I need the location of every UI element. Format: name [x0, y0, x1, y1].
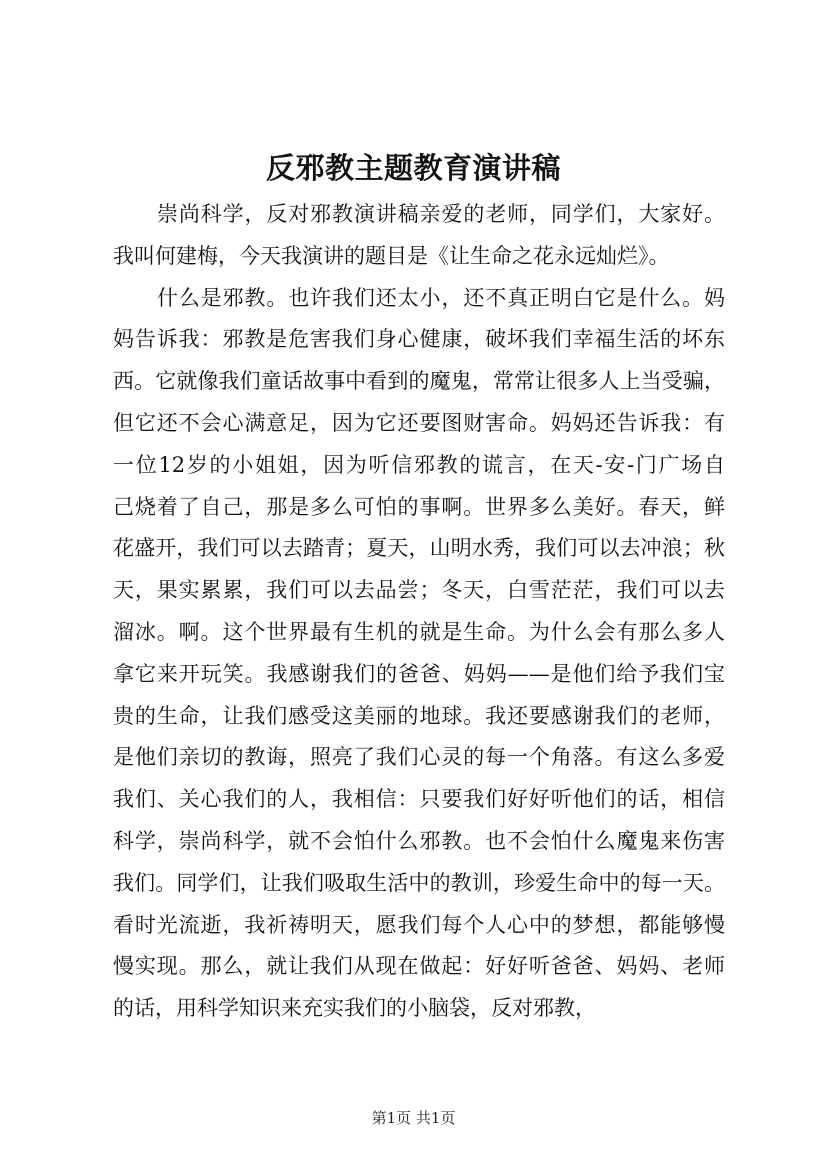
paragraph-line: 天，果实累累，我们可以去品尝；冬天，白雪茫茫，我们可以去 — [113, 578, 725, 603]
paragraph-line: 一位12岁的小姐姐，因为听信邪教的谎言，在天-安-门广场自 — [113, 452, 725, 477]
document-title: 反邪教主题教育演讲稿 — [265, 151, 561, 185]
paragraph-line: 的话，用科学知识来充实我们的小脑袋，反对邪教， — [113, 996, 596, 1021]
paragraph-line: 花盛开，我们可以去踏青；夏天，山明水秀，我们可以去冲浪；秋 — [113, 536, 725, 561]
paragraph-line: 贵的生命，让我们感受这美丽的地球。我还要感谢我们的老师， — [113, 703, 725, 728]
paragraph-line: 是他们亲切的教诲，照亮了我们心灵的每一个角落。有这么多爱 — [113, 745, 725, 770]
paragraph-line: 我们、关心我们的人，我相信：只要我们好好听他们的话，相信 — [113, 787, 725, 812]
paragraph-line: 科学，崇尚科学，就不会怕什么邪教。也不会怕什么魔鬼来伤害 — [113, 828, 725, 853]
paragraph-line: 妈告诉我：邪教是危害我们身心健康，破坏我们幸福生活的坏东 — [113, 327, 725, 352]
paragraph-line: 拿它来开玩笑。我感谢我们的爸爸、妈妈——是他们给予我们宝 — [113, 661, 725, 686]
page-number-footer: 第1页 共1页 — [371, 1109, 456, 1127]
paragraph-line: 我叫何建梅，今天我演讲的题目是《让生命之花永远灿烂》。 — [113, 243, 670, 268]
paragraph-line: 己烧着了自己，那是多么可怕的事啊。世界多么美好。春天，鲜 — [113, 494, 725, 519]
paragraph-line: 西。它就像我们童话故事中看到的魔鬼，常常让很多人上当受骗， — [113, 369, 725, 394]
document-body — [113, 194, 725, 1030]
paragraph-line: 慢实现。那么，就让我们从现在做起：好好听爸爸、妈妈、老师 — [113, 954, 725, 979]
paragraph-line: 看时光流逝，我祈祷明天，愿我们每个人心中的梦想，都能够慢 — [113, 912, 725, 937]
paragraph-line: 溜冰。啊。这个世界最有生机的就是生命。为什么会有那么多人 — [113, 619, 725, 644]
paragraph-line: 但它还不会心满意足，因为它还要图财害命。妈妈还告诉我：有 — [113, 410, 725, 435]
paragraph-line: 什么是邪教。也许我们还太小，还不真正明白它是什么。妈 — [157, 285, 725, 310]
paragraph-line: 崇尚科学，反对邪教演讲稿亲爱的老师，同学们，大家好。 — [157, 202, 725, 226]
paragraph-line: 我们。同学们，让我们吸取生活中的教训，珍爱生命中的每一天。 — [113, 870, 725, 895]
